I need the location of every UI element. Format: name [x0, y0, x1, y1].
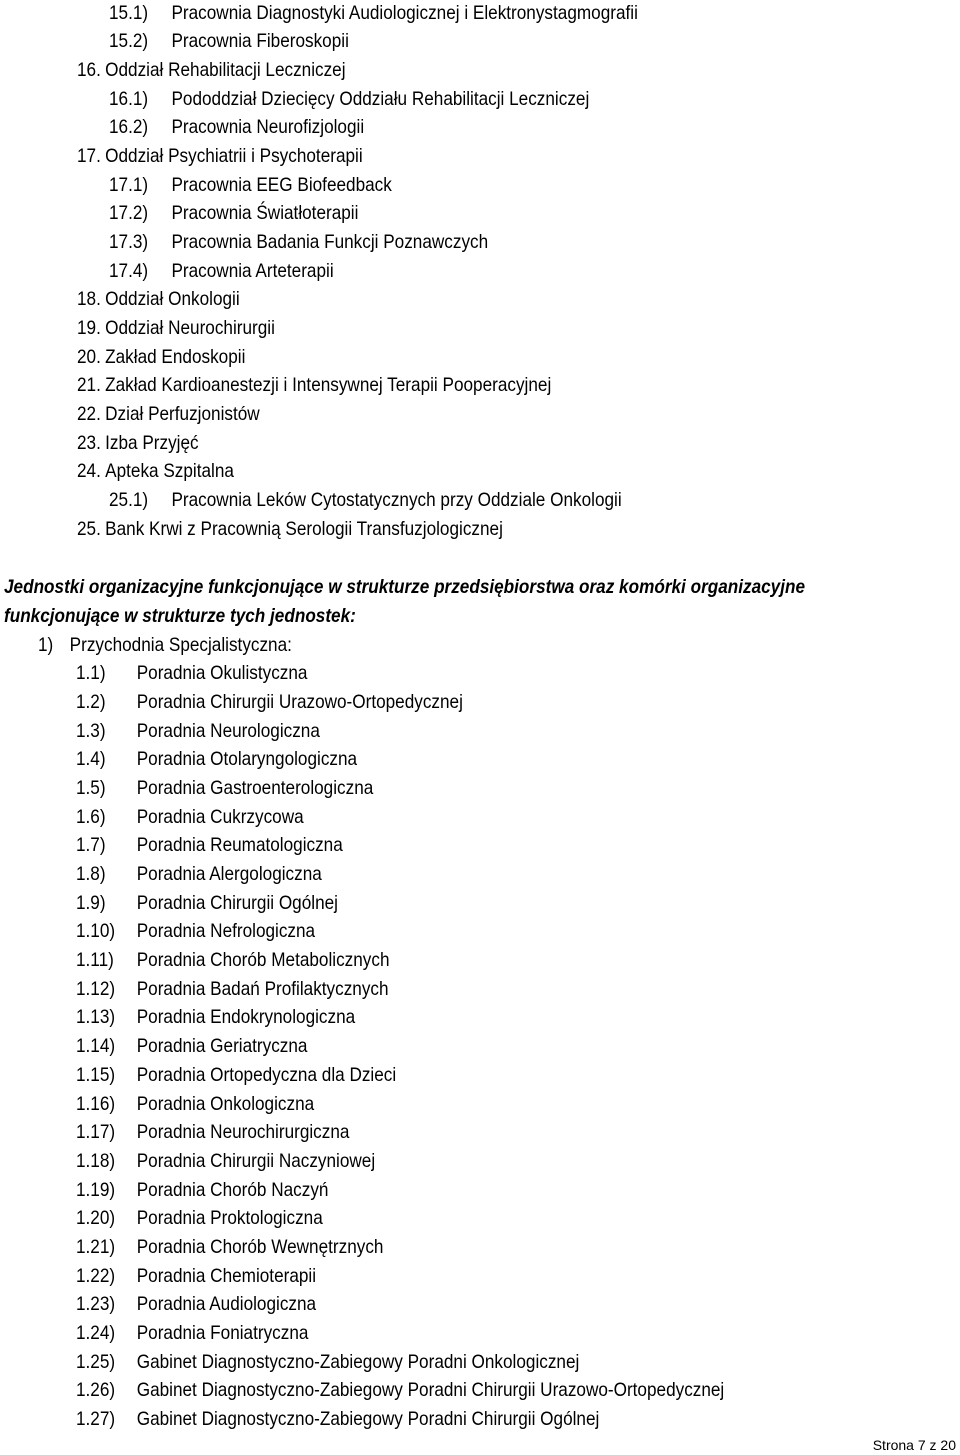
item-number: 17.: [77, 145, 101, 167]
list-item: [77, 430, 199, 456]
item-label: Poradnia Onkologiczna: [136, 1093, 315, 1115]
list-item: [76, 1177, 328, 1203]
item-label: Gabinet Diagnostyczno-Zabiegowy Poradni Chirurgii Urazowo-Ortopedycznej: [136, 1379, 725, 1401]
item-number: 16.1): [109, 88, 149, 110]
item-number: 19.: [77, 317, 101, 339]
page-number: Strona 7 z 20: [872, 1437, 956, 1453]
list-item: [109, 86, 589, 112]
item-number: 1.25): [76, 1351, 116, 1373]
item-label: Poradnia Ortopedyczna dla Dzieci: [136, 1064, 397, 1086]
list-item: [76, 775, 373, 801]
item-number: 1.9): [76, 892, 106, 914]
list-item: [76, 861, 322, 887]
unit-label: Przychodnia Specjalistyczna:: [69, 634, 292, 656]
list-item: [109, 258, 334, 284]
list-item: [76, 1091, 314, 1117]
item-label: Poradnia Reumatologiczna: [136, 834, 343, 856]
item-label: Poradnia Neurologiczna: [136, 720, 320, 742]
item-label: Poradnia Gastroenterologiczna: [136, 777, 374, 799]
item-label: Poradnia Foniatryczna: [136, 1322, 309, 1344]
item-label: Pracownia Diagnostyki Audiologicznej i Elektronystagmografii: [171, 2, 638, 24]
item-number: 1.12): [76, 978, 116, 1000]
item-label: Pracownia Światłoterapii: [171, 202, 359, 224]
section-heading-line-2: funkcjonujące w strukturze tych jednostek:: [4, 605, 356, 627]
list-item: [76, 1148, 375, 1174]
item-label: Pracownia Badania Funkcji Poznawczych: [171, 231, 489, 253]
list-item: [76, 804, 304, 830]
list-item: [77, 458, 234, 484]
item-number: 1.3): [76, 720, 106, 742]
list-item: [77, 57, 346, 83]
item-label: Poradnia Chirurgii Urazowo-Ortopedycznej: [136, 691, 463, 713]
item-number: 1.14): [76, 1035, 116, 1057]
item-number: 23.: [77, 432, 101, 454]
list-item: [76, 718, 320, 744]
list-item: [77, 286, 240, 312]
list-item: [76, 1377, 724, 1403]
item-label: Pracownia Arteterapii: [171, 260, 334, 282]
list-item: [109, 229, 488, 255]
item-number: 21.: [77, 374, 101, 396]
item-label: Pracownia Leków Cytostatycznych przy Oddziale Onkologii: [171, 489, 622, 511]
item-label: Poradnia Proktologiczna: [136, 1207, 323, 1229]
item-label: Izba Przyjęć: [105, 432, 199, 454]
item-number: 24.: [77, 460, 101, 482]
item-number: 1.13): [76, 1006, 116, 1028]
item-number: 1.21): [76, 1236, 116, 1258]
item-number: 1.2): [76, 691, 106, 713]
item-number: 1.7): [76, 834, 106, 856]
list-item: [76, 660, 307, 686]
item-label: Zakład Kardioanestezji i Intensywnej Terapii Pooperacyjnej: [105, 374, 552, 396]
list-item: [109, 0, 638, 26]
item-number: 1.5): [76, 777, 106, 799]
item-number: 16.: [77, 59, 101, 81]
item-label: Poradnia Chorób Naczyń: [136, 1179, 329, 1201]
list-item: [77, 516, 503, 542]
item-number: 20.: [77, 346, 101, 368]
item-label: Zakład Endoskopii: [105, 346, 246, 368]
item-number: 1.23): [76, 1293, 116, 1315]
item-label: Pracownia Neurofizjologii: [171, 116, 365, 138]
item-number: 17.3): [109, 231, 149, 253]
item-label: Poradnia Chorób Wewnętrznych: [136, 1236, 384, 1258]
item-number: 1.16): [76, 1093, 116, 1115]
item-number: 1.6): [76, 806, 106, 828]
item-number: 1.4): [76, 748, 106, 770]
list-item: [109, 114, 364, 140]
item-number: 25.: [77, 518, 101, 540]
item-label: Poradnia Chorób Metabolicznych: [136, 949, 390, 971]
list-item: [109, 200, 358, 226]
item-number: 16.2): [109, 116, 149, 138]
list-item: [76, 976, 389, 1002]
list-item: [76, 1062, 396, 1088]
list-item: [76, 832, 343, 858]
item-label: Poradnia Cukrzycowa: [136, 806, 304, 828]
list-item: [77, 401, 260, 427]
item-number: 17.2): [109, 202, 149, 224]
list-item: [77, 143, 363, 169]
unit-title: [38, 632, 292, 658]
item-label: Poradnia Chemioterapii: [136, 1265, 317, 1287]
item-number: 1.26): [76, 1379, 116, 1401]
unit-number: 1): [38, 634, 54, 656]
item-label: Gabinet Diagnostyczno-Zabiegowy Poradni Chirurgii Ogólnej: [136, 1408, 600, 1430]
list-item: [76, 1033, 307, 1059]
list-item: [77, 344, 245, 370]
item-label: Oddział Rehabilitacji Leczniczej: [105, 59, 346, 81]
list-item: [77, 372, 551, 398]
item-label: Poradnia Chirurgii Naczyniowej: [136, 1150, 376, 1172]
item-number: 1.1): [76, 662, 106, 684]
item-label: Poradnia Audiologiczna: [136, 1293, 317, 1315]
list-item: [76, 1119, 349, 1145]
list-item: [76, 689, 463, 715]
item-number: 15.1): [109, 2, 149, 24]
item-number: 1.20): [76, 1207, 116, 1229]
item-number: 1.10): [76, 920, 116, 942]
item-number: 1.17): [76, 1121, 116, 1143]
item-number: 15.2): [109, 30, 149, 52]
list-item: [109, 172, 392, 198]
item-number: 1.8): [76, 863, 106, 885]
item-number: 17.4): [109, 260, 149, 282]
item-number: 1.11): [76, 949, 114, 971]
item-label: Gabinet Diagnostyczno-Zabiegowy Poradni Onkologicznej: [136, 1351, 580, 1373]
item-label: Poradnia Otolaryngologiczna: [136, 748, 358, 770]
item-label: Bank Krwi z Pracownią Serologii Transfuzjologicznej: [105, 518, 503, 540]
list-item: [76, 746, 357, 772]
list-item: [76, 1263, 316, 1289]
item-label: Poradnia Neurochirurgiczna: [136, 1121, 350, 1143]
list-item: [76, 947, 390, 973]
item-label: Poradnia Alergologiczna: [136, 863, 322, 885]
item-number: 1.19): [76, 1179, 116, 1201]
list-item: [76, 1349, 579, 1375]
list-item: [109, 487, 622, 513]
item-label: Pracownia Fiberoskopii: [171, 30, 349, 52]
list-item: [76, 918, 315, 944]
list-item: [76, 1406, 599, 1432]
list-item: [77, 315, 275, 341]
item-number: 25.1): [109, 489, 149, 511]
item-number: 17.1): [109, 174, 149, 196]
section-heading-line-1: Jednostki organizacyjne funkcjonujące w strukturze przedsiębiorstwa oraz komórki organizacyjne: [4, 576, 806, 598]
item-number: 18.: [77, 288, 101, 310]
list-item: [76, 1205, 323, 1231]
item-label: Poradnia Chirurgii Ogólnej: [136, 892, 338, 914]
item-number: 22.: [77, 403, 101, 425]
item-number: 1.15): [76, 1064, 116, 1086]
item-label: Pododdział Dziecięcy Oddziału Rehabilitacji Leczniczej: [171, 88, 590, 110]
item-label: Oddział Psychiatrii i Psychoterapii: [105, 145, 363, 167]
list-item: [76, 1291, 316, 1317]
item-number: 1.18): [76, 1150, 116, 1172]
item-number: 1.24): [76, 1322, 116, 1344]
item-label: Pracownia EEG Biofeedback: [171, 174, 392, 196]
item-label: Poradnia Geriatryczna: [136, 1035, 308, 1057]
list-item: [109, 28, 349, 54]
item-label: Apteka Szpitalna: [105, 460, 234, 482]
item-label: Poradnia Okulistyczna: [136, 662, 308, 684]
item-label: Oddział Neurochirurgii: [105, 317, 275, 339]
list-item: [76, 1234, 383, 1260]
item-number: 1.27): [76, 1408, 116, 1430]
item-label: Dział Perfuzjonistów: [105, 403, 260, 425]
item-number: 1.22): [76, 1265, 116, 1287]
list-item: [76, 1004, 355, 1030]
item-label: Poradnia Endokrynologiczna: [136, 1006, 356, 1028]
list-item: [76, 1320, 308, 1346]
item-label: Poradnia Badań Profilaktycznych: [136, 978, 389, 1000]
item-label: Poradnia Nefrologiczna: [136, 920, 316, 942]
item-label: Oddział Onkologii: [105, 288, 240, 310]
list-item: [76, 890, 338, 916]
